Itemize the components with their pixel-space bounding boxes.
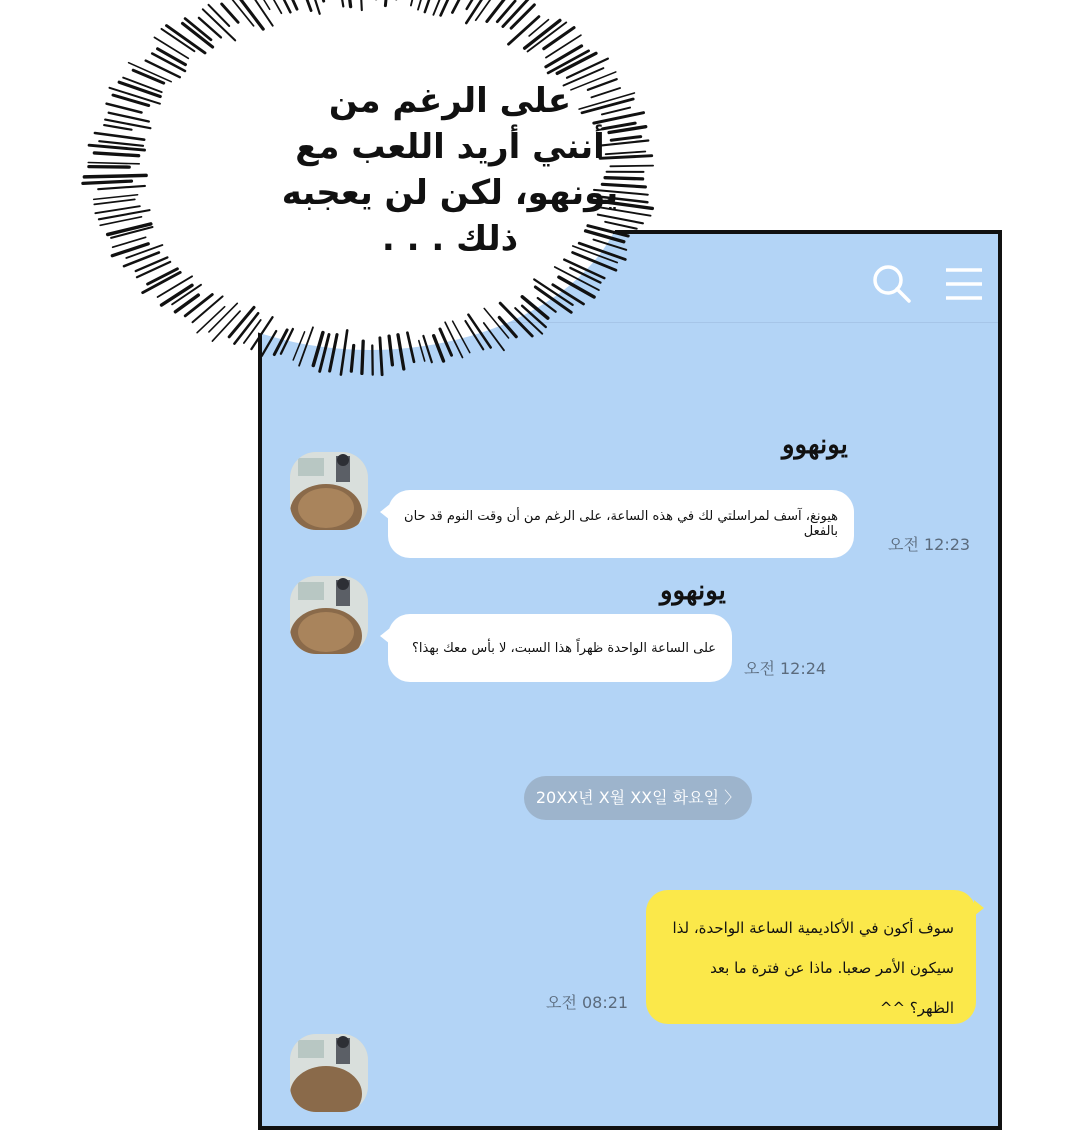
narration-line: أنني أريد اللعب مع [250,124,650,170]
narration-line: ذلك . . . [250,216,650,262]
message-time: 오전 12:24 [744,656,826,679]
message-time: 오전 08:21 [546,990,628,1013]
date-divider[interactable]: 20XX년 X월 XX일 화요일 〉 [524,776,752,820]
burst-stroke [362,341,363,373]
burst-stroke [84,175,146,177]
avatar[interactable] [290,1034,368,1112]
narration-line: على الرغم من [250,78,650,124]
sender-name: يونهوو [782,430,848,460]
sender-name: يونهوو [660,576,726,606]
avatar[interactable] [290,576,368,654]
search-icon[interactable] [870,262,914,306]
avatar[interactable] [290,452,368,530]
message-time: 오전 12:23 [888,532,970,555]
burst-stroke [89,167,129,168]
my-message-bubble [646,890,976,1024]
my-message-line: سيكون الأمر صعبا. ماذا عن فترة ما بعد الظهر؟ ^^ [668,948,954,1028]
narration-line: يونهو، لكن لن يعجبه [250,170,650,216]
hamburger-menu-icon[interactable] [942,262,986,306]
message-bubble: على الساعة الواحدة ظهراً هذا السبت، لا بأس معك بهذا؟ [388,614,732,682]
narration-text [250,78,650,262]
my-message-line: سوف أكون في الأكاديمية الساعة الواحدة، لذا [668,908,954,948]
message-bubble: هيونغ، آسف لمراسلتي لك في هذه الساعة، على الرغم من أن وقت النوم قد حان بالفعل [388,490,854,558]
narration-burst [80,0,670,400]
